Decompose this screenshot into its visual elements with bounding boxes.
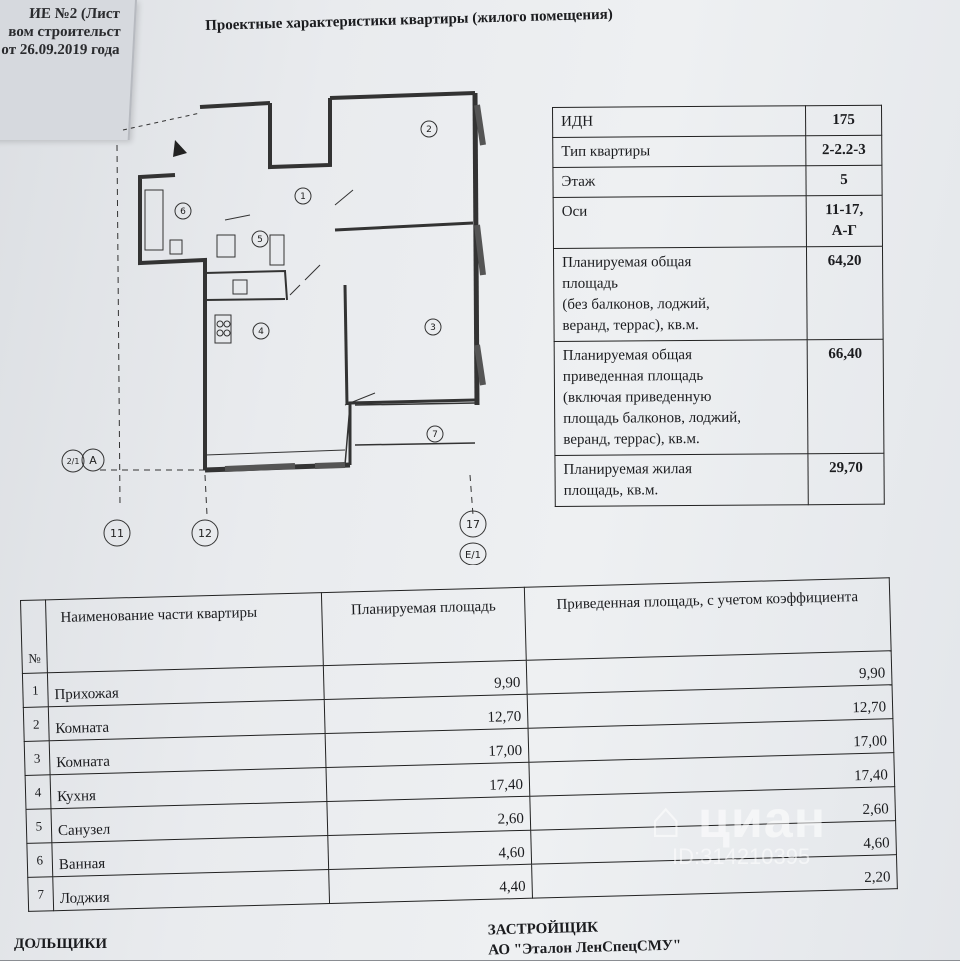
info-row xyxy=(553,246,883,341)
row-num: 1 xyxy=(22,673,48,708)
row-num: 4 xyxy=(25,775,51,810)
prev-sheet-line: от 26.09.2019 года xyxy=(0,42,121,58)
axis-label: 12 xyxy=(198,527,212,540)
row-area: 17,40 xyxy=(326,762,530,801)
info-value: 2-2.2-3 xyxy=(806,135,882,166)
info-value: 29,70 xyxy=(808,453,884,505)
row-name: Санузел xyxy=(51,802,328,843)
shareholders-label: ДОЛЬЩИКИ xyxy=(14,936,108,952)
axis-label: Е/1 xyxy=(464,550,482,561)
column-header-name: Наименование части квартиры xyxy=(46,593,324,673)
row-name: Ванная xyxy=(52,836,329,877)
info-label: Планируемая общая площадь (без балконов, лоджий, веранд, террас), кв.м. xyxy=(553,247,807,342)
column-header-reduced: Приведенная площадь, с учетом коэффициента xyxy=(524,578,891,661)
row-area: 12,70 xyxy=(324,694,528,733)
row-name: Прихожая xyxy=(47,666,324,707)
info-value: 66,40 xyxy=(807,339,884,454)
row-reduced: 9,90 xyxy=(526,651,892,695)
axis-label: А xyxy=(89,454,97,467)
axis-label: 11 xyxy=(110,527,124,540)
info-label: Этаж xyxy=(553,166,806,198)
room-number: 7 xyxy=(432,430,438,440)
info-row xyxy=(553,105,882,137)
row-reduced: 2,60 xyxy=(530,787,896,831)
floor-plan xyxy=(55,85,505,565)
row-num: 7 xyxy=(28,877,54,912)
info-label: Тип квартиры xyxy=(553,136,806,168)
info-label: Планируемая общая приведенная площадь (включая приведенную площадь балконов, лоджий, веранд, террас), кв.м. xyxy=(554,340,808,456)
room-number: 5 xyxy=(257,235,263,245)
info-label: Планируемая жилая площадь, кв.м. xyxy=(555,454,808,507)
cian-logo: ⌂ циан xyxy=(650,791,827,849)
row-name: Лоджия xyxy=(53,870,330,911)
room-number: 6 xyxy=(180,207,186,217)
info-row xyxy=(553,165,882,197)
row-area: 17,00 xyxy=(325,728,529,767)
row-num: 3 xyxy=(24,741,50,776)
info-row xyxy=(555,453,884,506)
prev-sheet-line: ИЕ №2 (Лист xyxy=(28,6,121,22)
room-number: 1 xyxy=(300,192,306,202)
column-header-area: Планируемая площадь xyxy=(321,587,526,665)
developer-label: ЗАСТРОЙЩИК xyxy=(487,919,599,939)
row-reduced: 2,20 xyxy=(532,855,898,899)
row-reduced: 17,00 xyxy=(528,719,894,763)
row-num: 2 xyxy=(23,707,49,742)
axis-label: 17 xyxy=(466,518,480,531)
info-value: 5 xyxy=(806,165,882,196)
info-value: 64,20 xyxy=(806,246,883,340)
row-area: 4,40 xyxy=(329,864,533,903)
room-number: 2 xyxy=(426,125,432,135)
info-value: 175 xyxy=(805,105,881,136)
row-reduced: 17,40 xyxy=(529,753,895,797)
row-area: 2,60 xyxy=(327,796,531,835)
info-value: 11-17, А-Г xyxy=(806,195,882,247)
info-label: Оси xyxy=(553,196,806,249)
info-row xyxy=(553,135,882,167)
axis-label: 2/1 xyxy=(66,457,80,466)
row-name: Кухня xyxy=(50,768,327,809)
row-name: Комната xyxy=(48,700,325,741)
room-number: 4 xyxy=(258,327,264,337)
info-row xyxy=(553,195,882,248)
prev-sheet-line: вом строительст xyxy=(7,24,122,40)
info-label: ИДН xyxy=(553,106,806,138)
row-name: Комната xyxy=(49,734,326,775)
page-title: Проектные характеристики квартиры (жилого помещения) xyxy=(205,6,614,34)
row-num: 6 xyxy=(27,843,53,878)
listing-id: ID:314210395 xyxy=(672,844,811,869)
row-area: 4,60 xyxy=(328,830,532,869)
apartment-info-table xyxy=(552,105,885,507)
row-num: 5 xyxy=(26,809,52,844)
room-number: 3 xyxy=(430,323,436,333)
info-row xyxy=(554,339,884,455)
row-area: 9,90 xyxy=(323,660,527,699)
entrance-arrow-icon xyxy=(173,140,187,157)
column-header-num: № xyxy=(21,600,48,674)
row-reduced: 12,70 xyxy=(527,685,893,729)
developer-block xyxy=(488,915,682,960)
row-reduced: 4,60 xyxy=(531,821,897,865)
developer-name: АО "Эталон ЛенСпецСМУ" xyxy=(488,937,682,959)
watermark xyxy=(650,790,826,870)
